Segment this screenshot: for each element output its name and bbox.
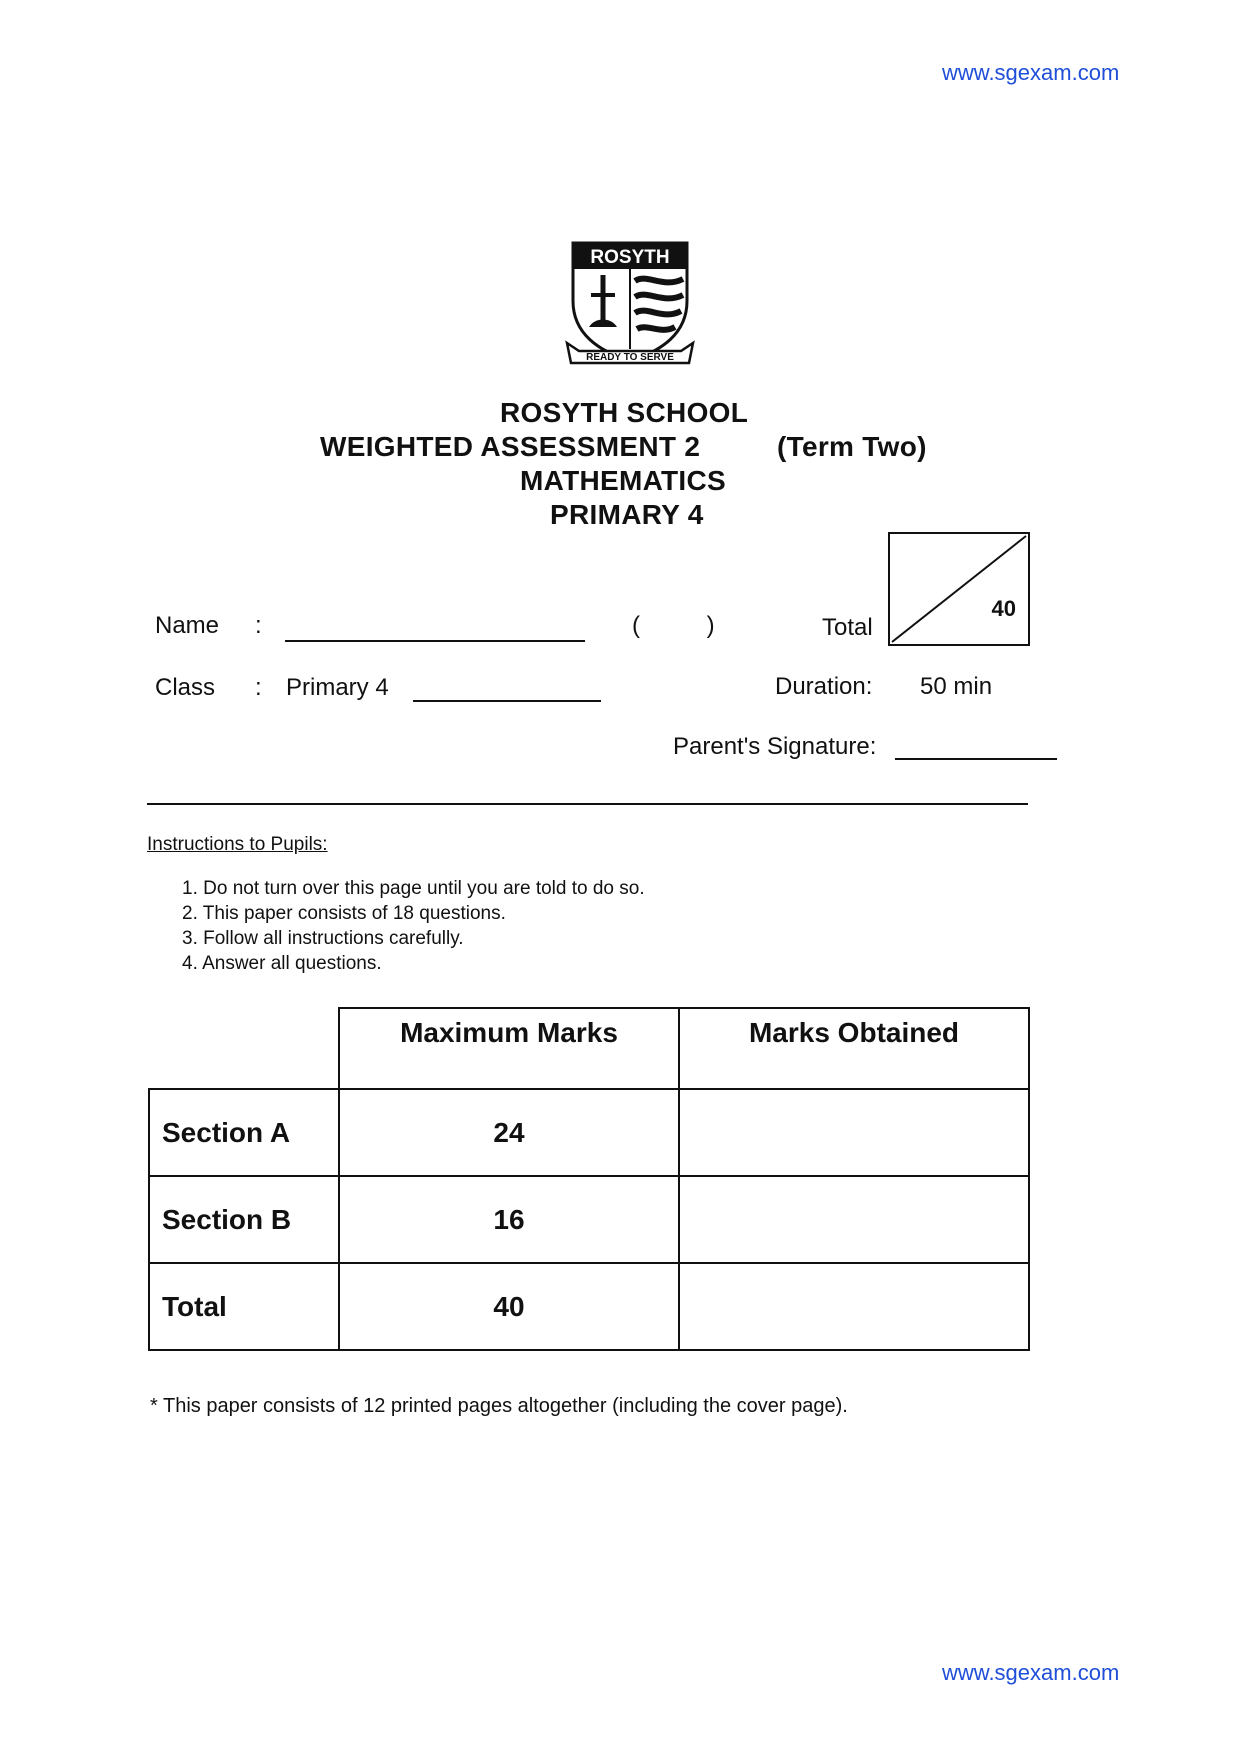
class-input-line[interactable] xyxy=(413,700,601,702)
crest-banner-text: ROSYTH xyxy=(590,247,670,268)
total-score-box[interactable] xyxy=(888,532,1030,646)
row-section-label: Section B xyxy=(149,1176,339,1263)
total-label: Total xyxy=(822,614,873,641)
duration-label: Duration: xyxy=(775,673,873,700)
table-row xyxy=(149,1176,1029,1263)
row-marks-obtained[interactable] xyxy=(679,1263,1029,1350)
row-section-label: Total xyxy=(149,1263,339,1350)
row-max-marks: 16 xyxy=(339,1176,679,1263)
duration-value: 50 min xyxy=(920,673,993,700)
row-marks-obtained[interactable] xyxy=(679,1089,1029,1176)
crest-motto-text: READY TO SERVE xyxy=(586,352,674,363)
instruction-item: 3. Follow all instructions carefully. xyxy=(182,928,464,949)
subject-title: MATHEMATICS xyxy=(520,465,727,496)
instruction-item: 1. Do not turn over this page until you are told to do so. xyxy=(182,878,645,899)
section-divider xyxy=(147,803,1028,805)
school-name: ROSYTH SCHOOL xyxy=(500,397,749,428)
table-row xyxy=(149,1263,1029,1350)
term-label: (Term Two) xyxy=(777,431,927,462)
watermark-top: www.sgexam.com xyxy=(942,60,1120,85)
instructions-heading: Instructions to Pupils: xyxy=(147,834,328,855)
name-input-line[interactable] xyxy=(285,640,585,642)
class-colon: : xyxy=(255,674,262,701)
row-section-label: Section A xyxy=(149,1089,339,1176)
row-marks-obtained[interactable] xyxy=(679,1176,1029,1263)
marks-table xyxy=(148,1007,1030,1351)
class-value: Primary 4 xyxy=(286,674,389,701)
instruction-item: 2. This paper consists of 18 questions. xyxy=(182,903,506,924)
level-title: PRIMARY 4 xyxy=(550,499,704,530)
parent-signature-label: Parent's Signature: xyxy=(673,733,877,760)
header-marks-obtained: Marks Obtained xyxy=(679,1008,1029,1089)
school-crest-logo xyxy=(565,239,695,369)
table-corner-cell xyxy=(149,1008,339,1089)
row-max-marks: 24 xyxy=(339,1089,679,1176)
footnote: * This paper consists of 12 printed pages altogether (including the cover page). xyxy=(150,1395,848,1417)
total-box-diagonal xyxy=(890,534,1028,644)
total-max-marks: 40 xyxy=(991,596,1016,621)
name-label: Name xyxy=(155,612,220,639)
header-maximum-marks: Maximum Marks xyxy=(339,1008,679,1089)
class-label: Class xyxy=(155,674,216,701)
row-max-marks: 40 xyxy=(339,1263,679,1350)
table-header-row xyxy=(149,1008,1029,1089)
instructions-list xyxy=(182,876,645,976)
assessment-title: WEIGHTED ASSESSMENT 2 xyxy=(320,431,701,462)
table-row xyxy=(149,1089,1029,1176)
index-number-brackets: ( ) xyxy=(632,612,715,639)
name-colon: : xyxy=(255,612,262,639)
parent-signature-line[interactable] xyxy=(895,758,1057,760)
instruction-item: 4. Answer all questions. xyxy=(182,953,382,974)
watermark-bottom: www.sgexam.com xyxy=(942,1660,1120,1685)
